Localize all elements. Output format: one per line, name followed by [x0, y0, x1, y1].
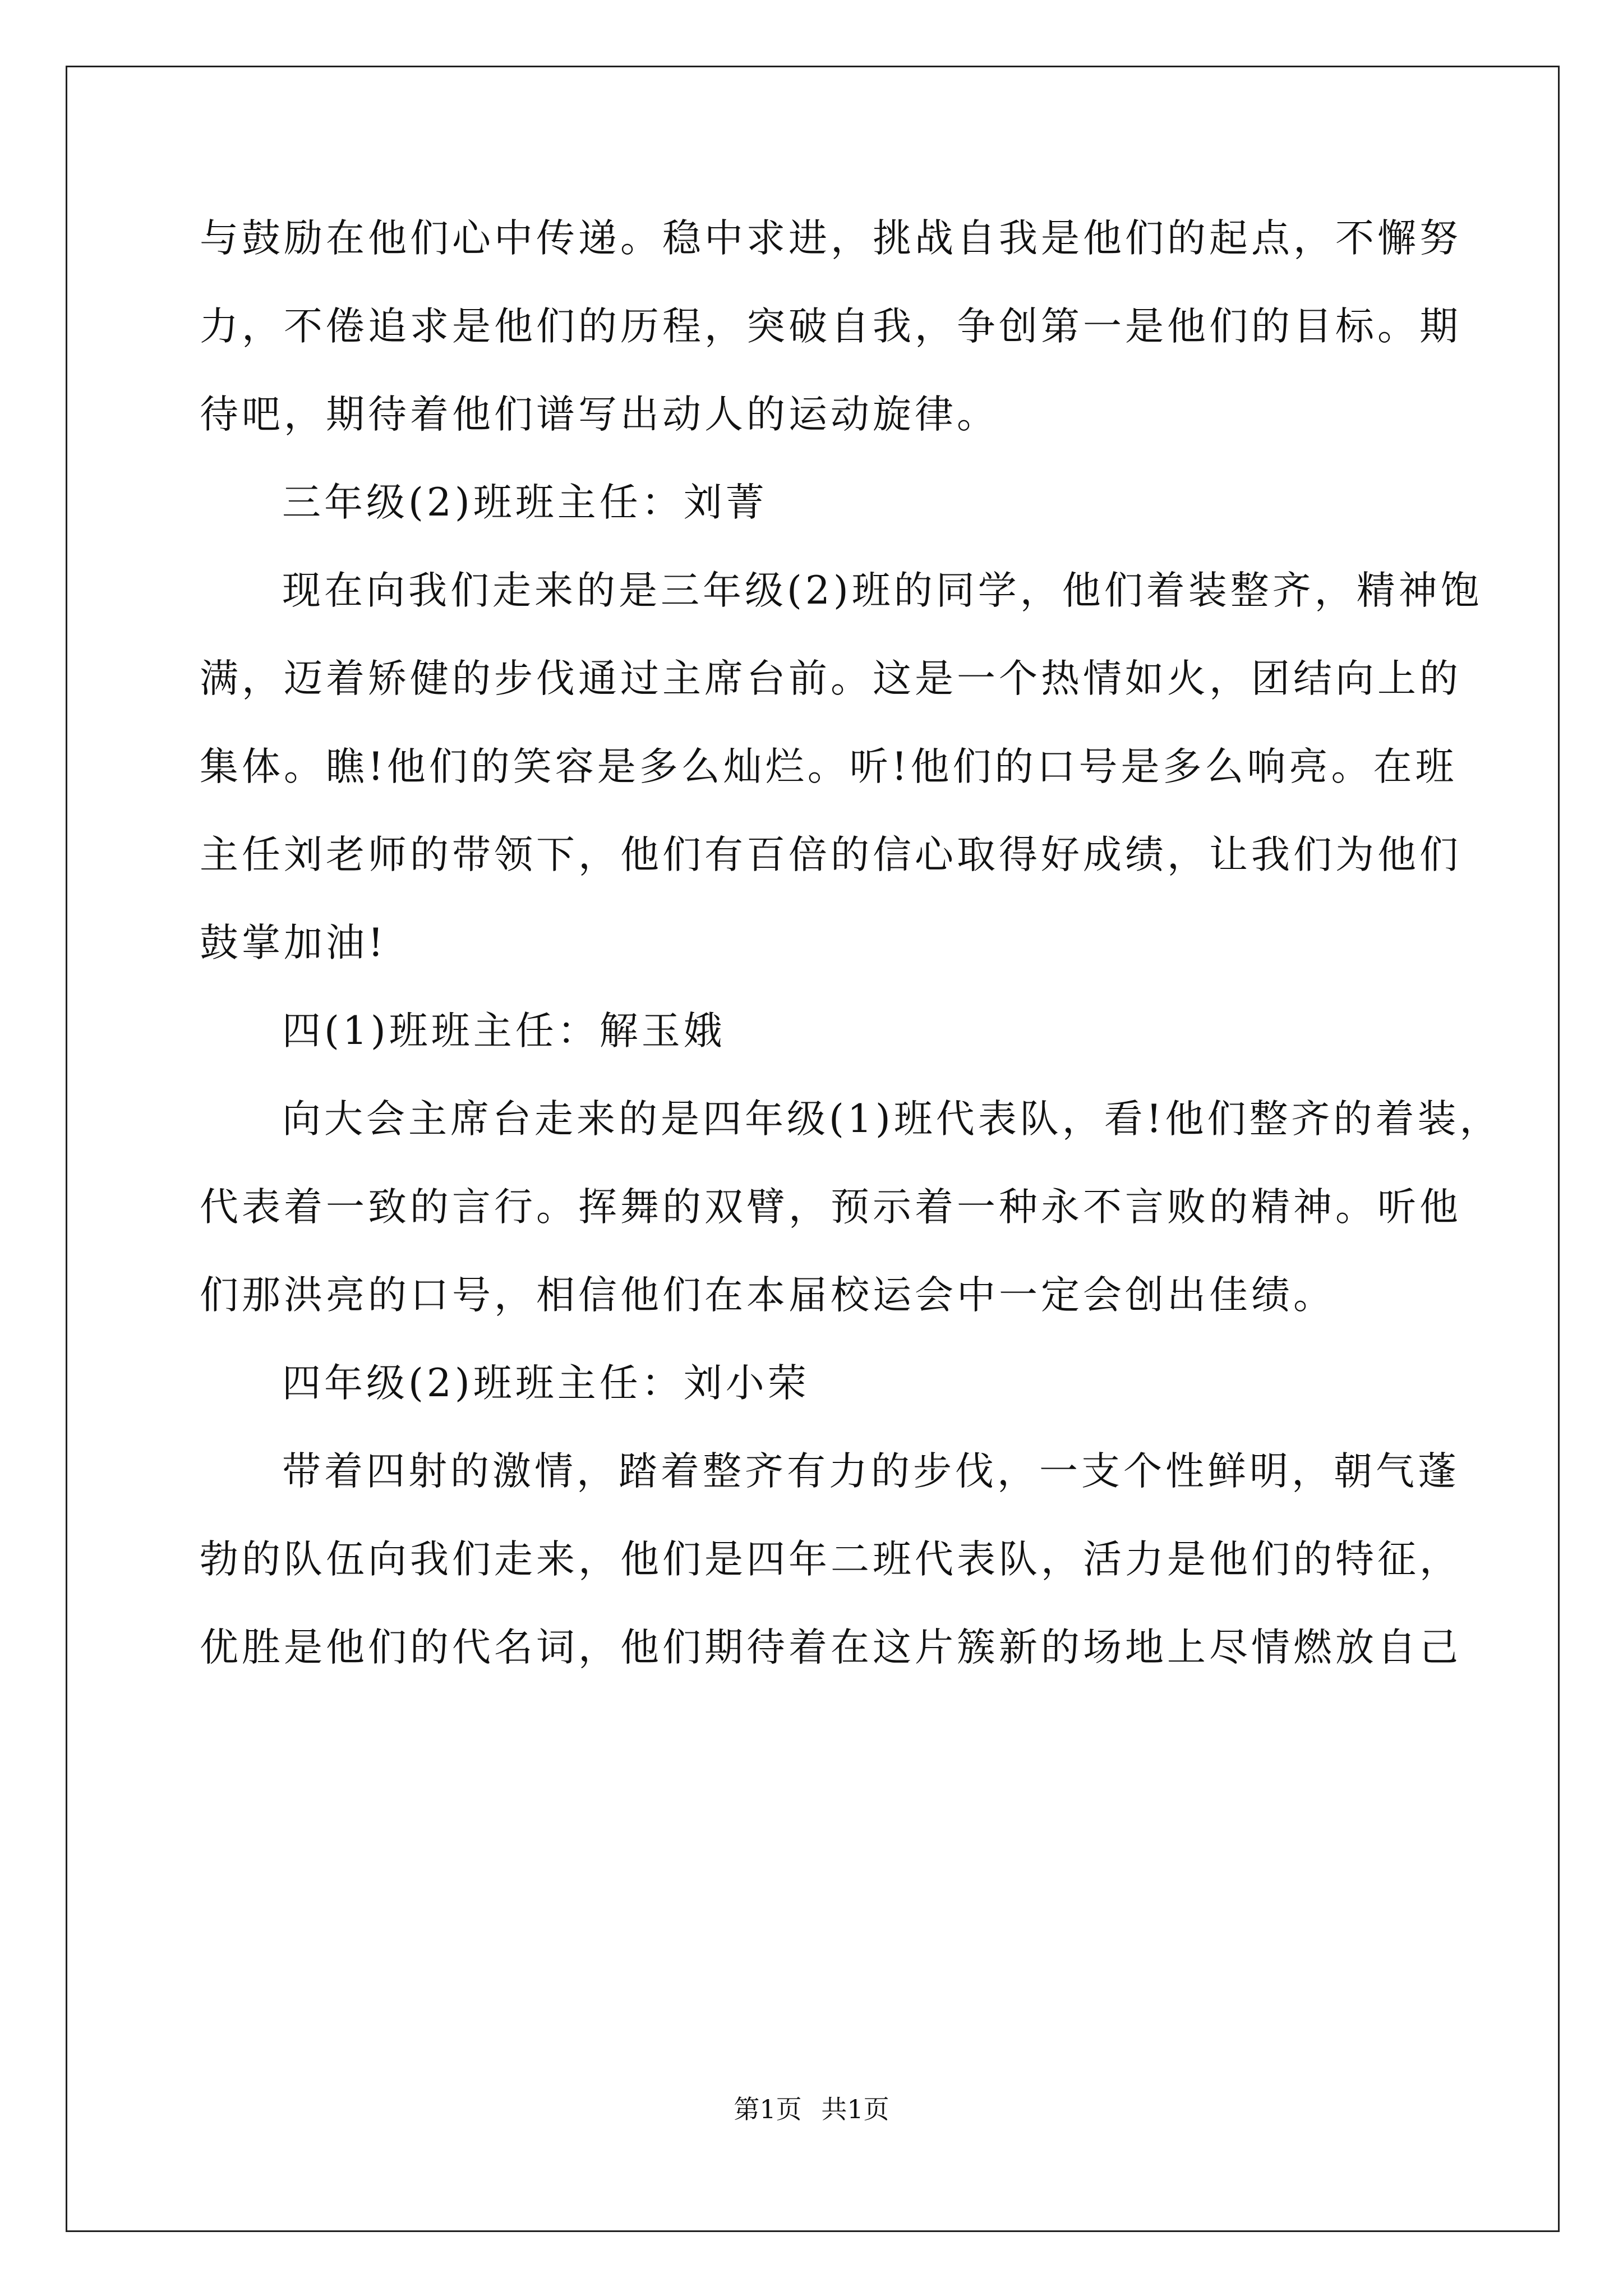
paragraph-line: 集体。瞧!他们的笑容是多么灿烂。听!他们的口号是多么响亮。在班 — [200, 744, 1458, 789]
paragraph-line: 鼓掌加油! — [200, 921, 387, 965]
section-heading: 四年级(2)班班主任：刘小荣 — [282, 1361, 810, 1406]
paragraph-line: 代表着一致的言行。挥舞的双臂，预示着一种永不言败的精神。听他 — [200, 1185, 1461, 1230]
paragraph-line: 现在向我们走来的是三年级(2)班的同学，他们着装整齐，精神饱 — [282, 568, 1483, 613]
paragraph-line: 主任刘老师的带领下，他们有百倍的信心取得好成绩，让我们为他们 — [200, 832, 1461, 877]
page-number: 第1页 — [734, 2094, 802, 2124]
section-heading: 四(1)班班主任：解玉娥 — [282, 1009, 726, 1053]
paragraph-line: 勃的队伍向我们走来，他们是四年二班代表队，活力是他们的特征， — [200, 1537, 1461, 1582]
paragraph-line: 优胜是他们的代名词，他们期待着在这片簇新的场地上尽情燃放自己 — [200, 1625, 1461, 1670]
section-heading: 三年级(2)班班主任：刘菁 — [282, 480, 768, 525]
paragraph-line: 向大会主席台走来的是四年级(1)班代表队，看!他们整齐的着装， — [282, 1097, 1502, 1142]
paragraph-line: 带着四射的激情，踏着整齐有力的步伐，一支个性鲜明，朝气蓬 — [282, 1449, 1460, 1494]
page-footer — [0, 2092, 1623, 2126]
paragraph-line: 与鼓励在他们心中传递。稳中求进，挑战自我是他们的起点，不懈努 — [200, 216, 1461, 261]
paragraph-line: 满，迈着矫健的步伐通过主席台前。这是一个热情如火，团结向上的 — [200, 656, 1461, 701]
paragraph-line: 力，不倦追求是他们的历程，突破自我，争创第一是他们的目标。期 — [200, 304, 1461, 349]
paragraph-line: 待吧，期待着他们谱写出动人的运动旋律。 — [200, 392, 999, 437]
paragraph-line: 们那洪亮的口号，相信他们在本届校运会中一定会创出佳绩。 — [200, 1273, 1335, 1318]
page-total: 共1页 — [821, 2094, 889, 2124]
